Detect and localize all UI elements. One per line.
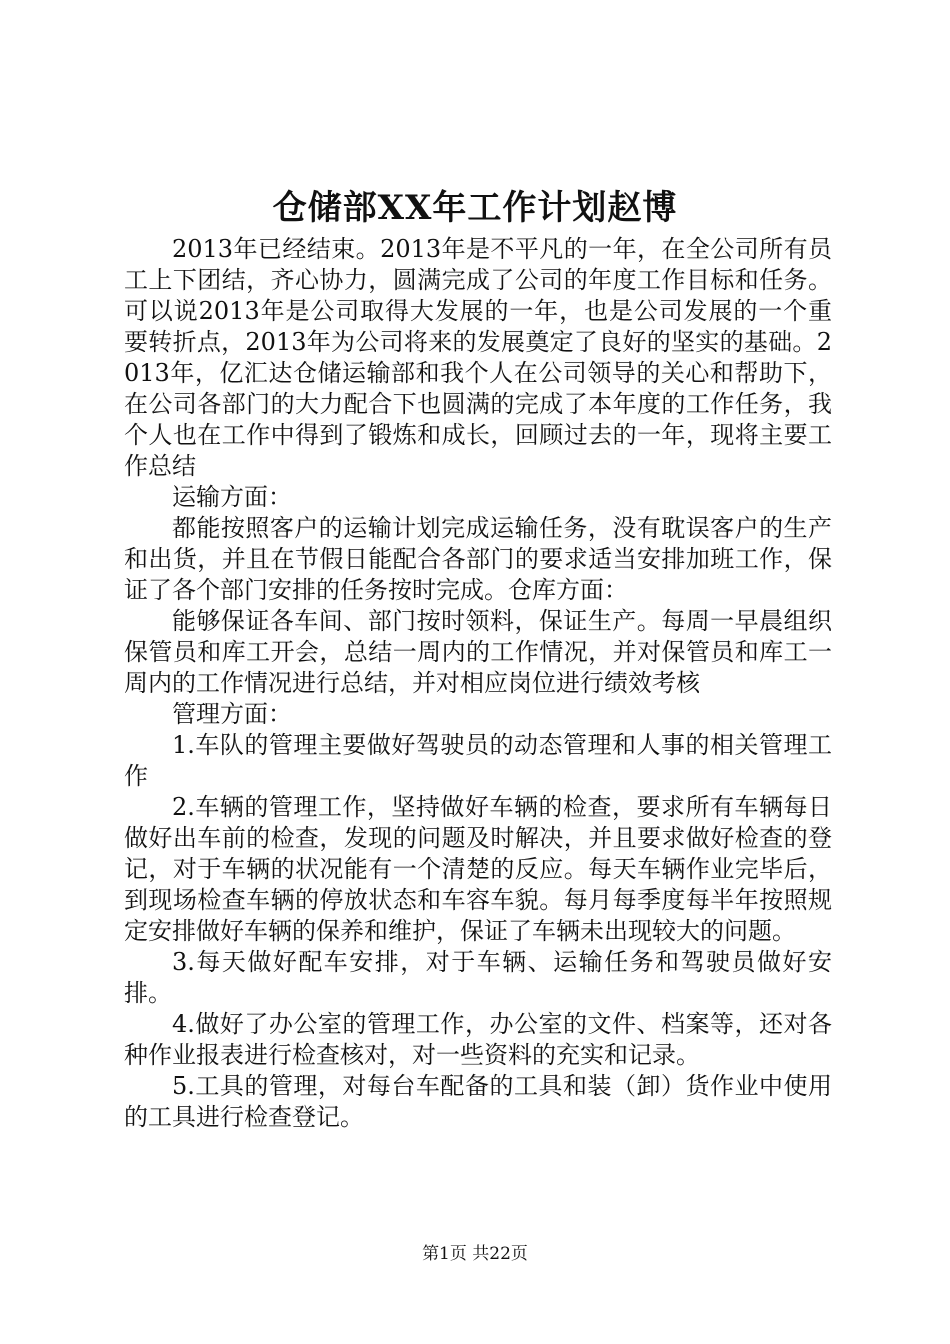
paragraph-management-heading: 管理方面：	[172, 700, 292, 728]
page-number-footer: 第1页 共22页	[422, 1244, 528, 1264]
paragraph-transport-heading: 运输方面：	[172, 483, 292, 511]
paragraph-item-3: 3.每天做好配车安排，对于车辆、运输任务和驾驶员做好安排。	[124, 948, 832, 1007]
paragraph-item-2: 2.车辆的管理工作，坚持做好车辆的检查，要求所有车辆每日做好出车前的检查，发现的问题及时解决，并且要求做好检查的登记，对于车辆的状况能有一个清楚的反应。每天车辆作业完毕后，到现场检查车辆的停放状态和车容车貌。每月每季度每半年按照规定安排做好车辆的保养和维护，保证了车辆未出现较大的问题。	[124, 793, 832, 945]
paragraph-intro: 2013年已经结束。2013年是不平凡的一年，在全公司所有员工上下团结，齐心协力，圆满完成了公司的年度工作目标和任务。可以说2013年是公司取得大发展的一年，也是公司发展的一个重要转折点，2013年为公司将来的发展奠定了良好的坚实的基础。2013年，亿汇达仓储运输部和我个人在公司领导的关心和帮助下，在公司各部门的大力配合下也圆满的完成了本年度的工作任务，我个人也在工作中得到了锻炼和成长，回顾过去的一年，现将主要工作总结	[124, 235, 832, 480]
paragraph-item-4: 4.做好了办公室的管理工作，办公室的文件、档案等，还对各种作业报表进行检查核对，对一些资料的充实和记录。	[124, 1010, 832, 1069]
paragraph-transport: 都能按照客户的运输计划完成运输任务，没有耽误客户的生产和出货，并且在节假日能配合各部门的要求适当安排加班工作，保证了各个部门安排的任务按时完成。仓库方面：	[124, 514, 832, 604]
paragraph-item-5: 5.工具的管理，对每台车配备的工具和装（卸）货作业中使用的工具进行检查登记。	[124, 1072, 832, 1131]
paragraph-warehouse: 能够保证各车间、部门按时领料，保证生产。每周一早晨组织保管员和库工开会，总结一周内的工作情况，并对保管员和库工一周内的工作情况进行总结，并对相应岗位进行绩效考核	[124, 607, 832, 697]
document-title: 仓储部XX年工作计划赵博	[272, 188, 678, 228]
document-body	[124, 234, 832, 1133]
paragraph-item-1: 1.车队的管理主要做好驾驶员的动态管理和人事的相关管理工作	[124, 731, 832, 790]
